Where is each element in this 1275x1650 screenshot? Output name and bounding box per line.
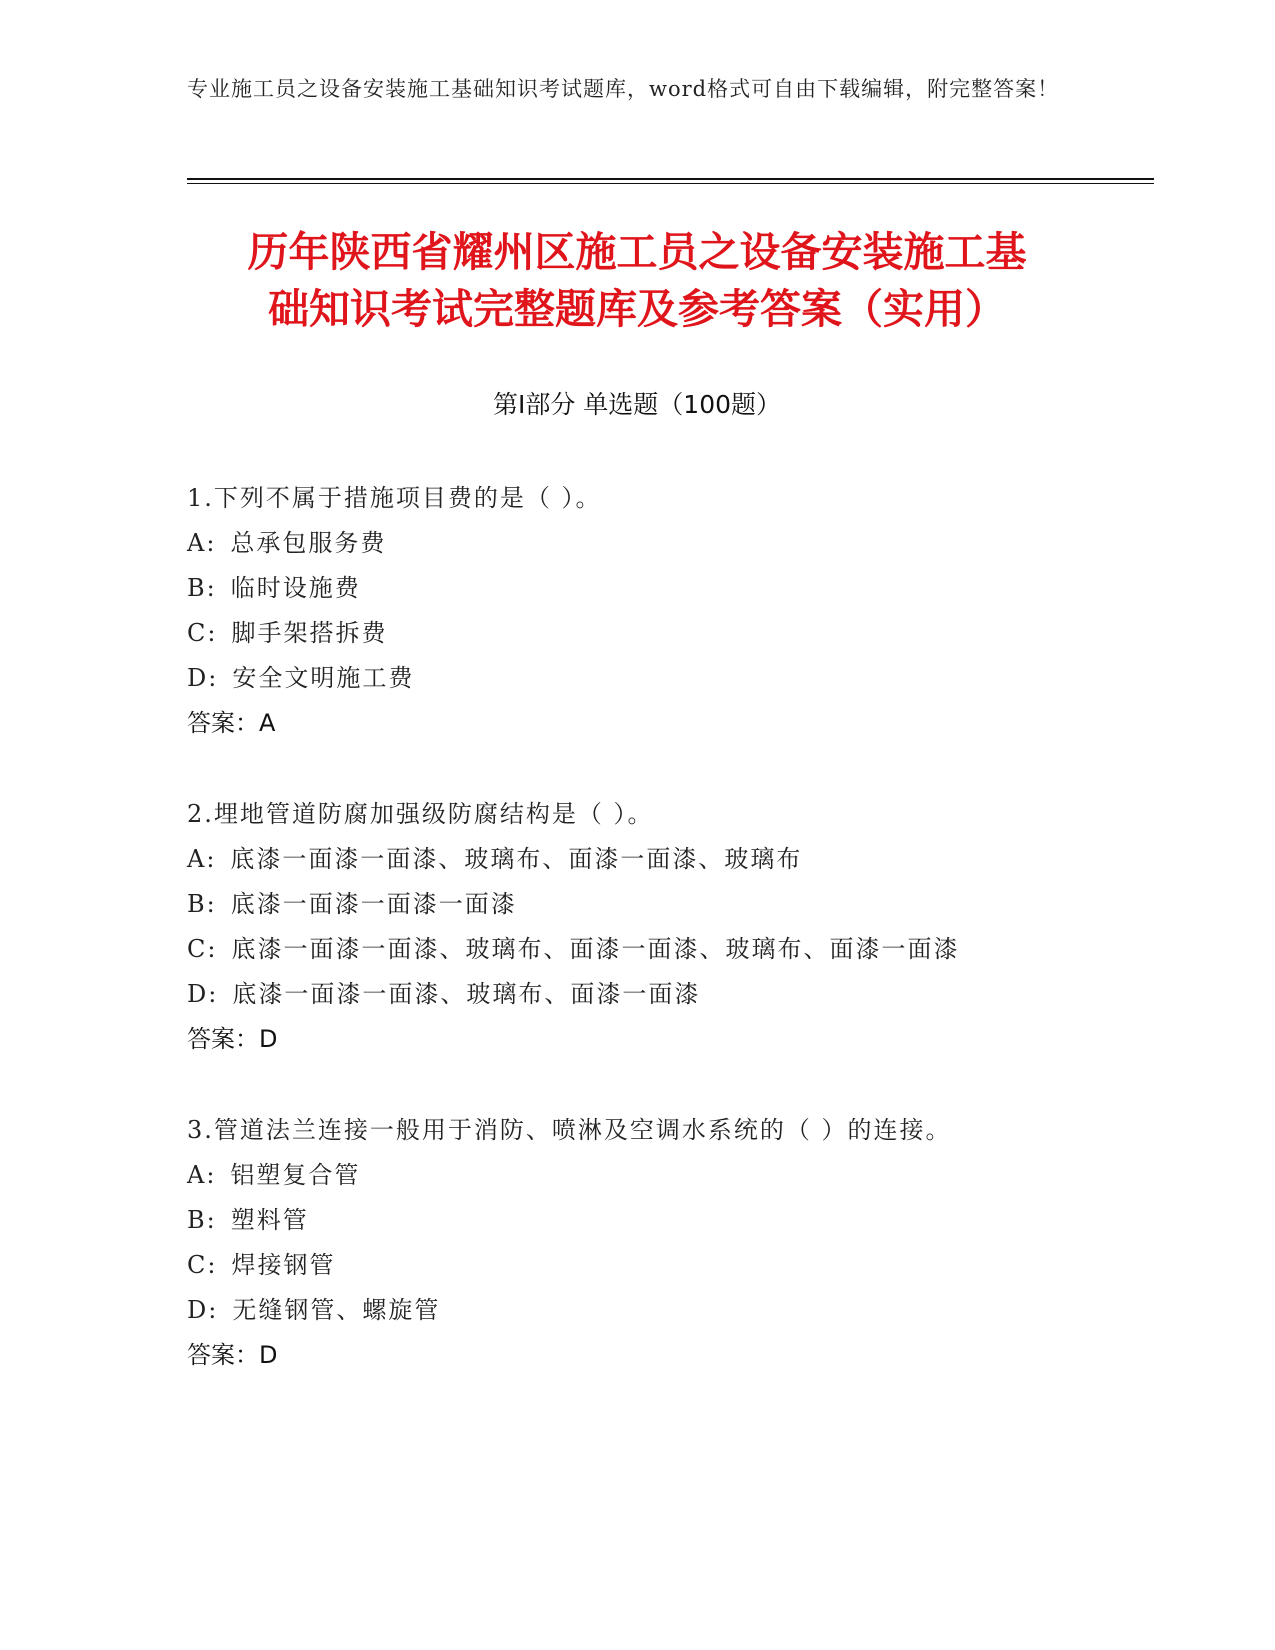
question-stem: 3.管道法兰连接一般用于消防、喷淋及空调水系统的（ ）的连接。 bbox=[187, 1116, 952, 1144]
question-stem: 1.下列不属于措施项目费的是（ ）。 bbox=[187, 484, 602, 512]
option-key: A: bbox=[187, 1161, 217, 1189]
answer-value: D bbox=[259, 1025, 278, 1053]
option-text: 底漆一面漆一面漆一面漆 bbox=[230, 890, 517, 918]
option-text: 临时设施费 bbox=[230, 574, 361, 602]
option-key: C: bbox=[187, 1251, 218, 1279]
option-text: 脚手架搭拆费 bbox=[231, 619, 388, 647]
option-text: 总承包服务费 bbox=[230, 529, 387, 557]
header-note: 专业施工员之设备安装施工基础知识考试题库，word格式可自由下载编辑，附完整答案！ bbox=[187, 77, 1060, 101]
option-key: C: bbox=[187, 935, 218, 963]
option-text: 安全文明施工费 bbox=[232, 664, 415, 692]
question-list bbox=[187, 476, 1127, 1424]
option-text: 焊接钢管 bbox=[231, 1251, 336, 1279]
option-text: 塑料管 bbox=[230, 1206, 309, 1234]
answer-line bbox=[187, 1333, 1127, 1378]
answer-label: 答案： bbox=[187, 709, 259, 737]
question-2 bbox=[187, 792, 1127, 1062]
answer-line bbox=[187, 1017, 1127, 1062]
document-title bbox=[187, 224, 1087, 338]
option-a bbox=[187, 1153, 1127, 1198]
header-divider-thick bbox=[187, 178, 1154, 180]
answer-value: D bbox=[259, 1341, 278, 1369]
option-key: A: bbox=[187, 845, 217, 873]
question-3 bbox=[187, 1108, 1127, 1378]
section-title: 第Ⅰ部分 单选题（100题） bbox=[492, 390, 782, 419]
option-key: D: bbox=[187, 664, 219, 692]
option-d bbox=[187, 1288, 1127, 1333]
answer-label: 答案： bbox=[187, 1341, 259, 1369]
option-a bbox=[187, 521, 1127, 566]
question-1 bbox=[187, 476, 1127, 746]
answer-line bbox=[187, 701, 1127, 746]
option-b bbox=[187, 882, 1127, 927]
option-c bbox=[187, 611, 1127, 656]
option-text: 底漆一面漆一面漆、玻璃布、面漆一面漆、玻璃布、面漆一面漆 bbox=[231, 935, 960, 963]
option-key: A: bbox=[187, 529, 217, 557]
header-divider-thin bbox=[187, 183, 1154, 184]
option-key: D: bbox=[187, 980, 219, 1008]
document-title-line-2: 础知识考试完整题库及参考答案（实用） bbox=[268, 285, 1006, 333]
option-d bbox=[187, 972, 1127, 1017]
option-key: B: bbox=[187, 890, 217, 918]
option-c bbox=[187, 1243, 1127, 1288]
option-b bbox=[187, 1198, 1127, 1243]
option-a bbox=[187, 837, 1127, 882]
answer-value: A bbox=[259, 709, 276, 737]
option-c bbox=[187, 927, 1127, 972]
option-key: B: bbox=[187, 574, 217, 602]
option-b bbox=[187, 566, 1127, 611]
option-text: 底漆一面漆一面漆、玻璃布、面漆一面漆 bbox=[232, 980, 701, 1008]
option-key: B: bbox=[187, 1206, 217, 1234]
option-text: 无缝钢管、螺旋管 bbox=[232, 1296, 441, 1324]
option-text: 铝塑复合管 bbox=[230, 1161, 361, 1189]
question-stem: 2.埋地管道防腐加强级防腐结构是（ ）。 bbox=[187, 800, 654, 828]
answer-label: 答案： bbox=[187, 1025, 259, 1053]
document-title-line-1: 历年陕西省耀州区施工员之设备安装施工基 bbox=[247, 228, 1027, 276]
option-key: C: bbox=[187, 619, 218, 647]
option-d bbox=[187, 656, 1127, 701]
option-key: D: bbox=[187, 1296, 219, 1324]
option-text: 底漆一面漆一面漆、玻璃布、面漆一面漆、玻璃布 bbox=[230, 845, 803, 873]
